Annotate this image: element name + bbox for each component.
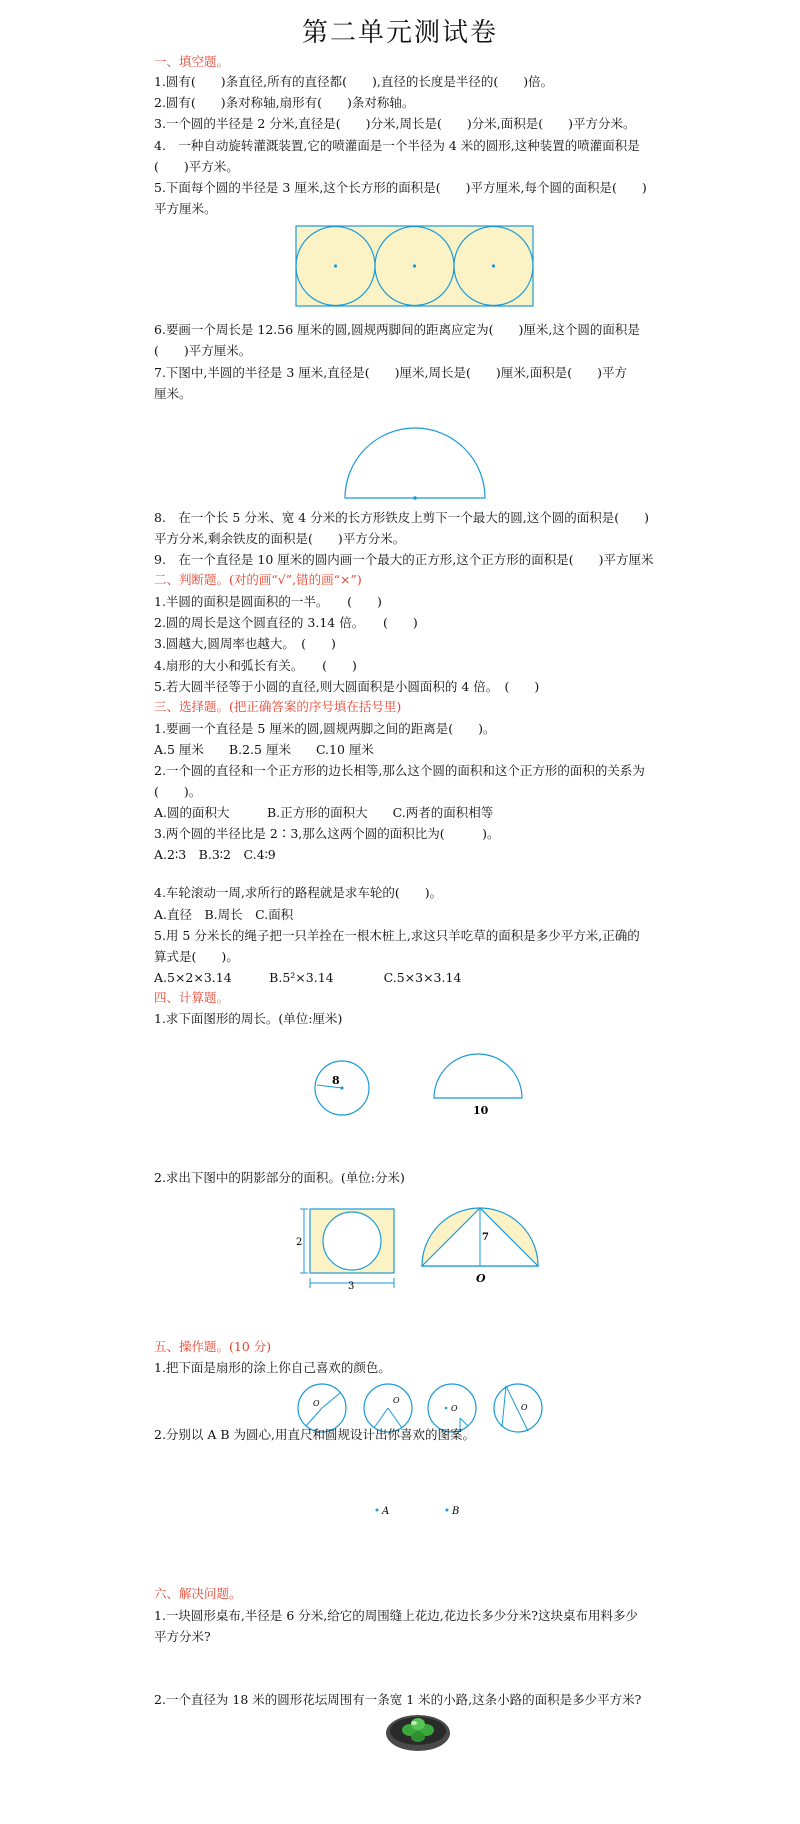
semicircle-diameter-label: 10 bbox=[473, 1104, 489, 1117]
triangle-height-label: 7 bbox=[482, 1232, 489, 1243]
fill-q7-cont: 厘米。 bbox=[154, 386, 192, 401]
choice-q3-options: A.2∶3 B.3∶2 C.4∶9 bbox=[154, 847, 276, 862]
fill-q8-cont: 平方分米,剩余铁皮的面积是( )平方分米。 bbox=[154, 531, 406, 546]
center-o-label: O bbox=[476, 1272, 486, 1285]
point-a-label: A bbox=[382, 1506, 390, 1517]
square-width-label: 3 bbox=[348, 1281, 355, 1291]
three-circles-rectangle-figure bbox=[295, 224, 535, 310]
svg-text:O: O bbox=[451, 1404, 458, 1413]
svg-text:O: O bbox=[521, 1403, 528, 1412]
choice-q1-options: A.5 厘米 B.2.5 厘米 C.10 厘米 bbox=[154, 742, 374, 757]
section-calc-heading: 四、计算题。 bbox=[154, 990, 230, 1005]
judge-q5: 5.若大圆半径等于小圆的直径,则大圆面积是小圆面积的 4 倍。 ( ) bbox=[154, 679, 540, 694]
fill-q4: 4. 一种自动旋转灌溉装置,它的喷灌面是一个半径为 4 米的圆形,这种装置的喷灌面积是 bbox=[154, 138, 640, 153]
choice-q4: 4.车轮滚动一周,求所行的路程就是求车轮的( )。 bbox=[154, 885, 443, 900]
section-judge-heading: 二、判断题。(对的画“√”,错的画“×”) bbox=[154, 572, 362, 587]
calc-q1: 1.求下面图形的周长。(单位:厘米) bbox=[154, 1011, 343, 1026]
fill-q6-cont: ( )平方厘米。 bbox=[154, 343, 252, 358]
judge-q3: 3.圆越大,圆周率也越大。 ( ) bbox=[154, 636, 336, 651]
solve-q1: 1.一块圆形桌布,半径是 6 分米,给它的周围缝上花边,花边长多少分米?这块桌布用料多少 bbox=[154, 1608, 638, 1623]
section-choice-heading: 三、选择题。(把正确答案的序号填在括号里) bbox=[154, 699, 402, 714]
fill-q8: 8. 在一个长 5 分米、宽 4 分米的长方形铁皮上剪下一个最大的圆,这个圆的面积是( ) bbox=[154, 510, 649, 525]
square-height-label: 2 bbox=[296, 1237, 303, 1248]
circle-radius-8-figure bbox=[312, 1058, 372, 1118]
choice-q2-cont: ( )。 bbox=[154, 784, 202, 799]
judge-q2: 2.圆的周长是这个圆直径的 3.14 倍。 ( ) bbox=[154, 615, 418, 630]
section-fill-heading: 一、填空题。 bbox=[154, 54, 230, 69]
choice-q4-options: A.直径 B.周长 C.面积 bbox=[154, 907, 294, 922]
fill-q6: 6.要画一个周长是 12.56 厘米的圆,圆规两脚间的距离应定为( )厘米,这个圆的面积是 bbox=[154, 322, 640, 337]
fill-q4-cont: ( )平方米。 bbox=[154, 159, 239, 174]
svg-text:O: O bbox=[393, 1396, 400, 1405]
solve-q2: 2.一个直径为 18 米的圆形花坛周围有一条宽 1 米的小路,这条小路的面积是多少平方米? bbox=[154, 1692, 642, 1707]
fill-q3: 3.一个圆的半径是 2 分米,直径是( )分米,周长是( )分米,面积是( )平方分米。 bbox=[154, 116, 636, 131]
semicircle-figure bbox=[342, 426, 488, 502]
circle-radius-label: 8 bbox=[332, 1074, 340, 1087]
fill-q5: 5.下面每个圆的半径是 3 厘米,这个长方形的面积是( )平方厘米,每个圆的面积是( ) bbox=[154, 180, 647, 195]
fill-q1: 1.圆有( )条直径,所有的直径都( ),直径的长度是半径的( )倍。 bbox=[154, 74, 554, 89]
page-title: 第二单元测试卷 bbox=[301, 18, 498, 48]
fill-q7: 7.下图中,半圆的半径是 3 厘米,直径是( )厘米,周长是( )厘米,面积是( )平方 bbox=[154, 365, 627, 380]
clover-logo-icon bbox=[384, 1712, 452, 1754]
judge-q1: 1.半圆的面积是圆面积的一半。 ( ) bbox=[154, 594, 382, 609]
choice-q5-cont: 算式是( )。 bbox=[154, 949, 239, 964]
ops-q2: 2.分别以 A B 为圆心,用直尺和圆规设计出你喜欢的图案。 bbox=[154, 1427, 476, 1442]
fill-q9: 9. 在一个直径是 10 厘米的圆内画一个最大的正方形,这个正方形的面积是( )平方厘米 bbox=[154, 552, 654, 567]
choice-q1: 1.要画一个直径是 5 厘米的圆,圆规两脚之间的距离是( )。 bbox=[154, 721, 496, 736]
shaded-square-circle-figure bbox=[296, 1205, 400, 1291]
fill-q5-cont: 平方厘米。 bbox=[154, 201, 217, 216]
choice-q2-options: A.圆的面积大 B.正方形的面积大 C.两者的面积相等 bbox=[154, 805, 494, 820]
ops-q1: 1.把下面是扇形的涂上你自己喜欢的颜色。 bbox=[154, 1360, 391, 1375]
choice-q5: 5.用 5 分米长的绳子把一只羊拴在一根木桩上,求这只羊吃草的面积是多少平方米,正确的 bbox=[154, 928, 640, 943]
shaded-semicircle-triangle-figure bbox=[420, 1206, 540, 1290]
choice-q2: 2.一个圆的直径和一个正方形的边长相等,那么这个圆的面积和这个正方形的面积的关系为 bbox=[154, 763, 645, 778]
solve-q1-cont: 平方分米? bbox=[154, 1629, 211, 1644]
choice-q5-options: A.5×2×3.14 B.5²×3.14 C.5×3×3.14 bbox=[154, 970, 462, 985]
calc-q2: 2.求出下图中的阴影部分的面积。(单位:分米) bbox=[154, 1170, 405, 1185]
judge-q4: 4.扇形的大小和弧长有关。 ( ) bbox=[154, 658, 357, 673]
svg-text:O: O bbox=[313, 1399, 320, 1408]
choice-q3: 3.两个圆的半径比是 2∶3,那么这两个圆的面积比为( )。 bbox=[154, 826, 500, 841]
fill-q2: 2.圆有( )条对称轴,扇形有( )条对称轴。 bbox=[154, 95, 415, 110]
semicircle-diameter-10-figure bbox=[432, 1052, 524, 1120]
points-a-b-figure bbox=[370, 1500, 480, 1520]
section-solve-heading: 六、解决问题。 bbox=[154, 1586, 242, 1601]
section-ops-heading: 五、操作题。(10 分) bbox=[154, 1339, 272, 1354]
point-b-label: B bbox=[452, 1506, 460, 1517]
